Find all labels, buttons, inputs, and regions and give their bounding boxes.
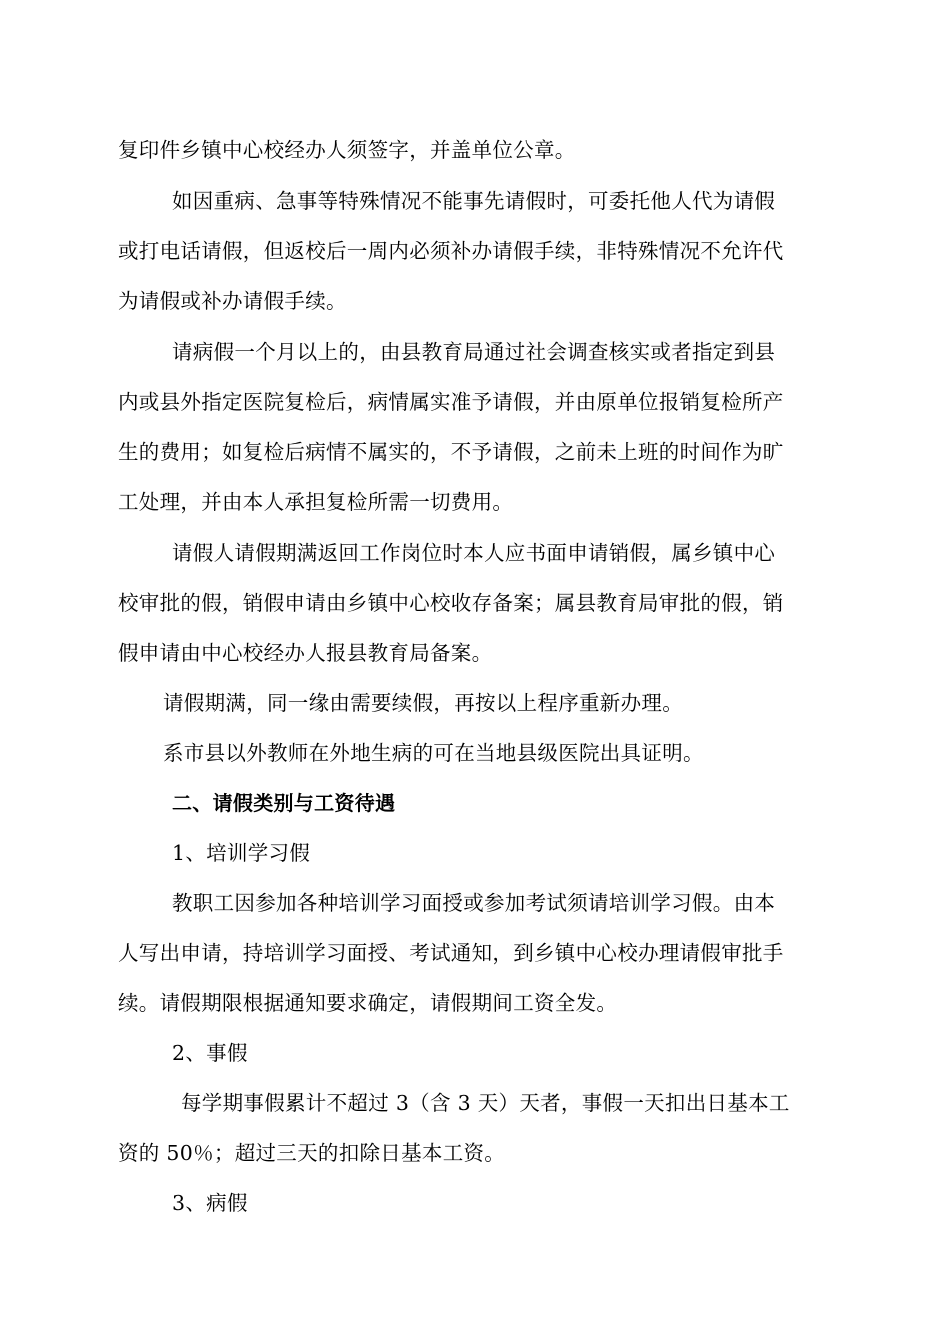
- paragraph-line: 资的 50％；超过三天的扣除日基本工资。: [118, 1141, 506, 1165]
- paragraph-line: 系市县以外教师在外地生病的可在当地县级医院出具证明。: [163, 741, 704, 765]
- paragraph-line: 请假人请假期满返回工作岗位时本人应书面申请销假，属乡镇中心: [172, 541, 776, 565]
- paragraph-line: 人写出申请，持培训学习面授、考试通知，到乡镇中心校办理请假审批手: [118, 941, 784, 965]
- paragraph-line: 请病假一个月以上的，由县教育局通过社会调查核实或者指定到县: [172, 340, 776, 364]
- subsection-heading: 2、事假: [172, 1041, 248, 1065]
- paragraph-line: 假申请由中心校经办人报县教育局备案。: [118, 641, 493, 665]
- paragraph-line: 或打电话请假，但返校后一周内必须补办请假手续，非特殊情况不允许代: [118, 239, 784, 263]
- paragraph-line: 为请假或补办请假手续。: [118, 289, 347, 313]
- paragraph-line: 每学期事假累计不超过 3（含 3 天）天者，事假一天扣出日基本工: [181, 1091, 790, 1115]
- paragraph-line: 请假期满，同一缘由需要续假，再按以上程序重新办理。: [163, 691, 683, 715]
- paragraph-line: 教职工因参加各种培训学习面授或参加考试须请培训学习假。由本: [172, 891, 776, 915]
- paragraph-line: 工处理，并由本人承担复检所需一切费用。: [118, 490, 514, 514]
- paragraph-line: 内或县外指定医院复检后，病情属实准予请假，并由原单位报销复检所产: [118, 390, 784, 414]
- paragraph-line: 生的费用；如复检后病情不属实的，不予请假，之前未上班的时间作为旷: [118, 440, 784, 464]
- paragraph-line: 续。请假期限根据通知要求确定，请假期间工资全发。: [118, 991, 618, 1015]
- paragraph-line: 如因重病、急事等特殊情况不能事先请假时，可委托他人代为请假: [172, 189, 776, 213]
- subsection-heading: 1、培训学习假: [172, 841, 311, 865]
- paragraph-line: 复印件乡镇中心校经办人须签字，并盖单位公章。: [118, 138, 576, 162]
- paragraph-line: 校审批的假，销假申请由乡镇中心校收存备案；属县教育局审批的假，销: [118, 591, 784, 615]
- subsection-heading: 3、病假: [172, 1191, 248, 1215]
- section-heading: 二、请假类别与工资待遇: [172, 791, 396, 815]
